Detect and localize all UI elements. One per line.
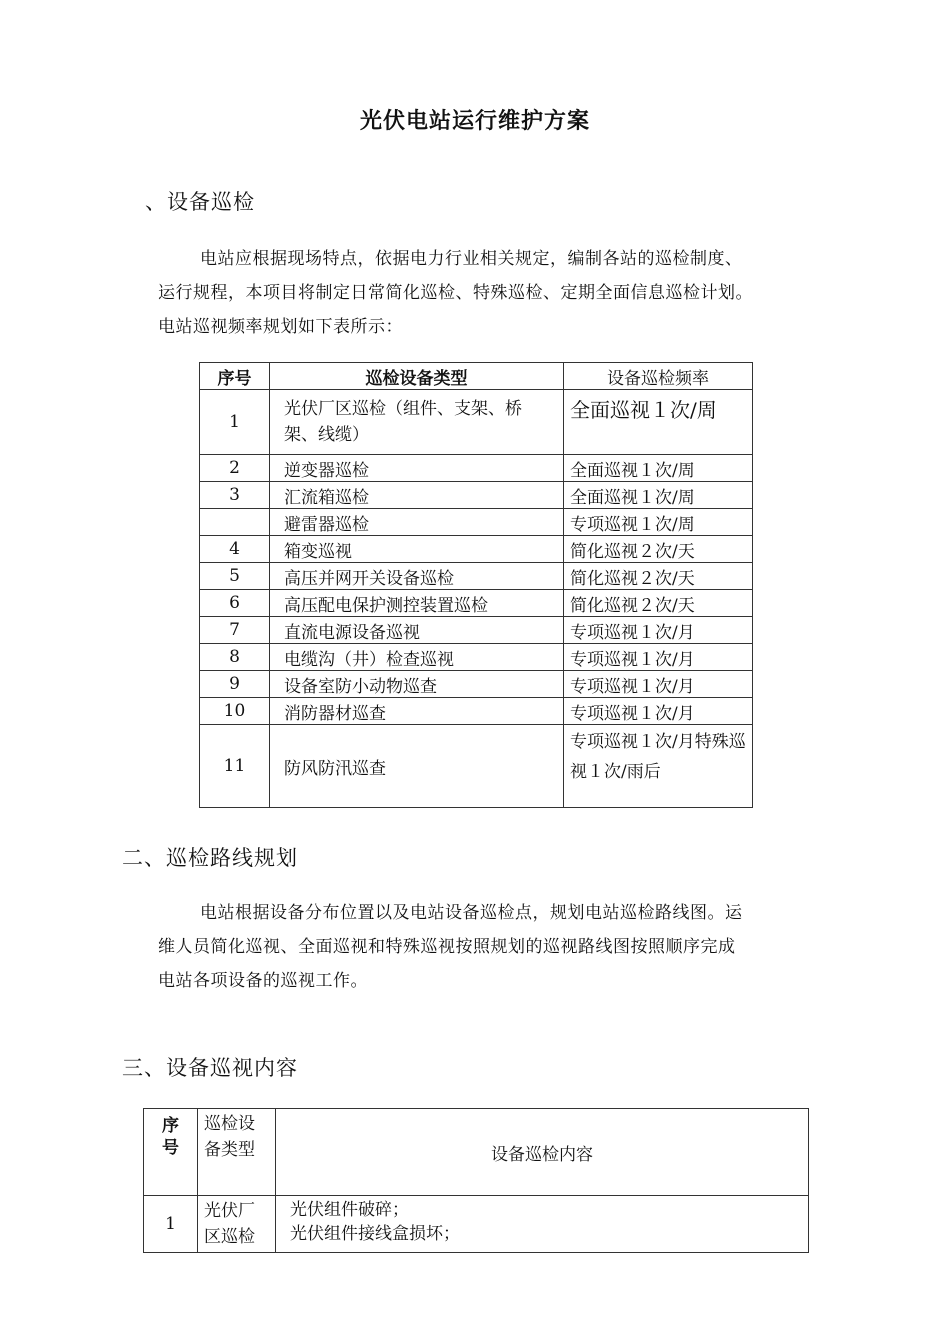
row-no: 6	[200, 590, 270, 617]
document-title: 光伏电站运行维护方案	[359, 109, 590, 134]
row-type: 电缆沟（井）检查巡视	[270, 644, 564, 671]
section2-paragraph	[158, 896, 848, 998]
row-no: 3	[200, 482, 270, 509]
table-row	[200, 563, 753, 590]
row-frequency: 全面巡视１次/周	[564, 482, 753, 509]
header-frequency: 设备巡检频率	[564, 363, 753, 390]
row-type: 光伏厂区巡检（组件、支架、桥架、线缆）	[270, 390, 564, 455]
table-row	[200, 590, 753, 617]
table-row	[200, 455, 753, 482]
table-header-row	[144, 1109, 809, 1196]
section1-heading: 、设备巡检	[145, 190, 255, 214]
table-row	[200, 482, 753, 509]
inspection-content-table	[143, 1108, 809, 1253]
row-frequency: 专项巡视１次/月特殊巡视１次/雨后	[564, 725, 753, 808]
header-no-text: 序号	[162, 1116, 179, 1158]
table-row	[200, 671, 753, 698]
row-no: 9	[200, 671, 270, 698]
header-type	[198, 1109, 276, 1196]
row-frequency: 专项巡视１次/月	[564, 644, 753, 671]
row-type: 逆变器巡检	[270, 455, 564, 482]
table-row	[200, 390, 753, 455]
row-type: 高压并网开关设备巡检	[270, 563, 564, 590]
row-type: 汇流箱巡检	[270, 482, 564, 509]
row-frequency: 专项巡视１次/月	[564, 617, 753, 644]
table-row	[200, 617, 753, 644]
row-frequency: 简化巡视２次/天	[564, 536, 753, 563]
row-frequency: 全面巡视１次/周	[564, 390, 753, 455]
row-type: 高压配电保护测控装置巡检	[270, 590, 564, 617]
row-no	[200, 509, 270, 536]
row-frequency: 专项巡视１次/月	[564, 671, 753, 698]
table-row	[200, 536, 753, 563]
table-row	[200, 725, 753, 808]
row-type: 避雷器巡检	[270, 509, 564, 536]
paragraph-line: 电站各项设备的巡视工作。	[158, 971, 368, 991]
row-type: 消防器材巡查	[270, 698, 564, 725]
header-content: 设备巡检内容	[276, 1109, 809, 1196]
row-no: 11	[200, 725, 270, 808]
table-header-row	[200, 363, 753, 390]
row-frequency: 专项巡视１次/周	[564, 509, 753, 536]
paragraph-line: 维人员简化巡视、全面巡视和特殊巡视按照规划的巡视路线图按照顺序完成	[158, 937, 736, 957]
row-frequency: 简化巡视２次/天	[564, 563, 753, 590]
section2-heading: 二、巡检路线规划	[122, 846, 298, 870]
paragraph-line: 电站巡视频率规划如下表所示：	[158, 317, 403, 337]
header-no: 序号	[200, 363, 270, 390]
table-row	[200, 509, 753, 536]
row-type: 设备室防小动物巡查	[270, 671, 564, 698]
header-type: 巡检设备类型	[270, 363, 564, 390]
table-row	[200, 698, 753, 725]
paragraph-line: 电站应根据现场特点，依据电力行业相关规定，编制各站的巡检制度、	[200, 249, 743, 269]
inspection-frequency-table	[199, 362, 753, 808]
row-type: 箱变巡视	[270, 536, 564, 563]
header-type-text: 巡检设备类型	[204, 1114, 255, 1160]
paragraph-line: 电站根据设备分布位置以及电站设备巡检点，规划电站巡检路线图。运	[200, 903, 743, 923]
paragraph-line: 运行规程，本项目将制定日常简化巡检、特殊巡检、定期全面信息巡检计划。	[158, 283, 753, 303]
content-line: 光伏组件破碎；	[290, 1200, 409, 1220]
row-no: 2	[200, 455, 270, 482]
row-content	[276, 1196, 809, 1253]
row-no: 5	[200, 563, 270, 590]
section1-paragraph	[158, 242, 848, 344]
row-type: 直流电源设备巡视	[270, 617, 564, 644]
table-row	[144, 1196, 809, 1253]
row-no: 1	[200, 390, 270, 455]
row-no: 1	[144, 1196, 198, 1253]
row-type: 防风防汛巡查	[270, 725, 564, 808]
row-type	[198, 1196, 276, 1253]
table-row	[200, 644, 753, 671]
row-frequency: 简化巡视２次/天	[564, 590, 753, 617]
header-no	[144, 1109, 198, 1196]
content-line: 光伏组件接线盒损坏；	[290, 1224, 460, 1244]
row-no: 10	[200, 698, 270, 725]
row-frequency: 全面巡视１次/周	[564, 455, 753, 482]
row-no: 8	[200, 644, 270, 671]
row-frequency: 专项巡视１次/月	[564, 698, 753, 725]
row-type-text: 光伏厂区巡检	[204, 1201, 255, 1247]
row-no: 4	[200, 536, 270, 563]
section3-heading: 三、设备巡视内容	[122, 1056, 298, 1080]
row-no: 7	[200, 617, 270, 644]
